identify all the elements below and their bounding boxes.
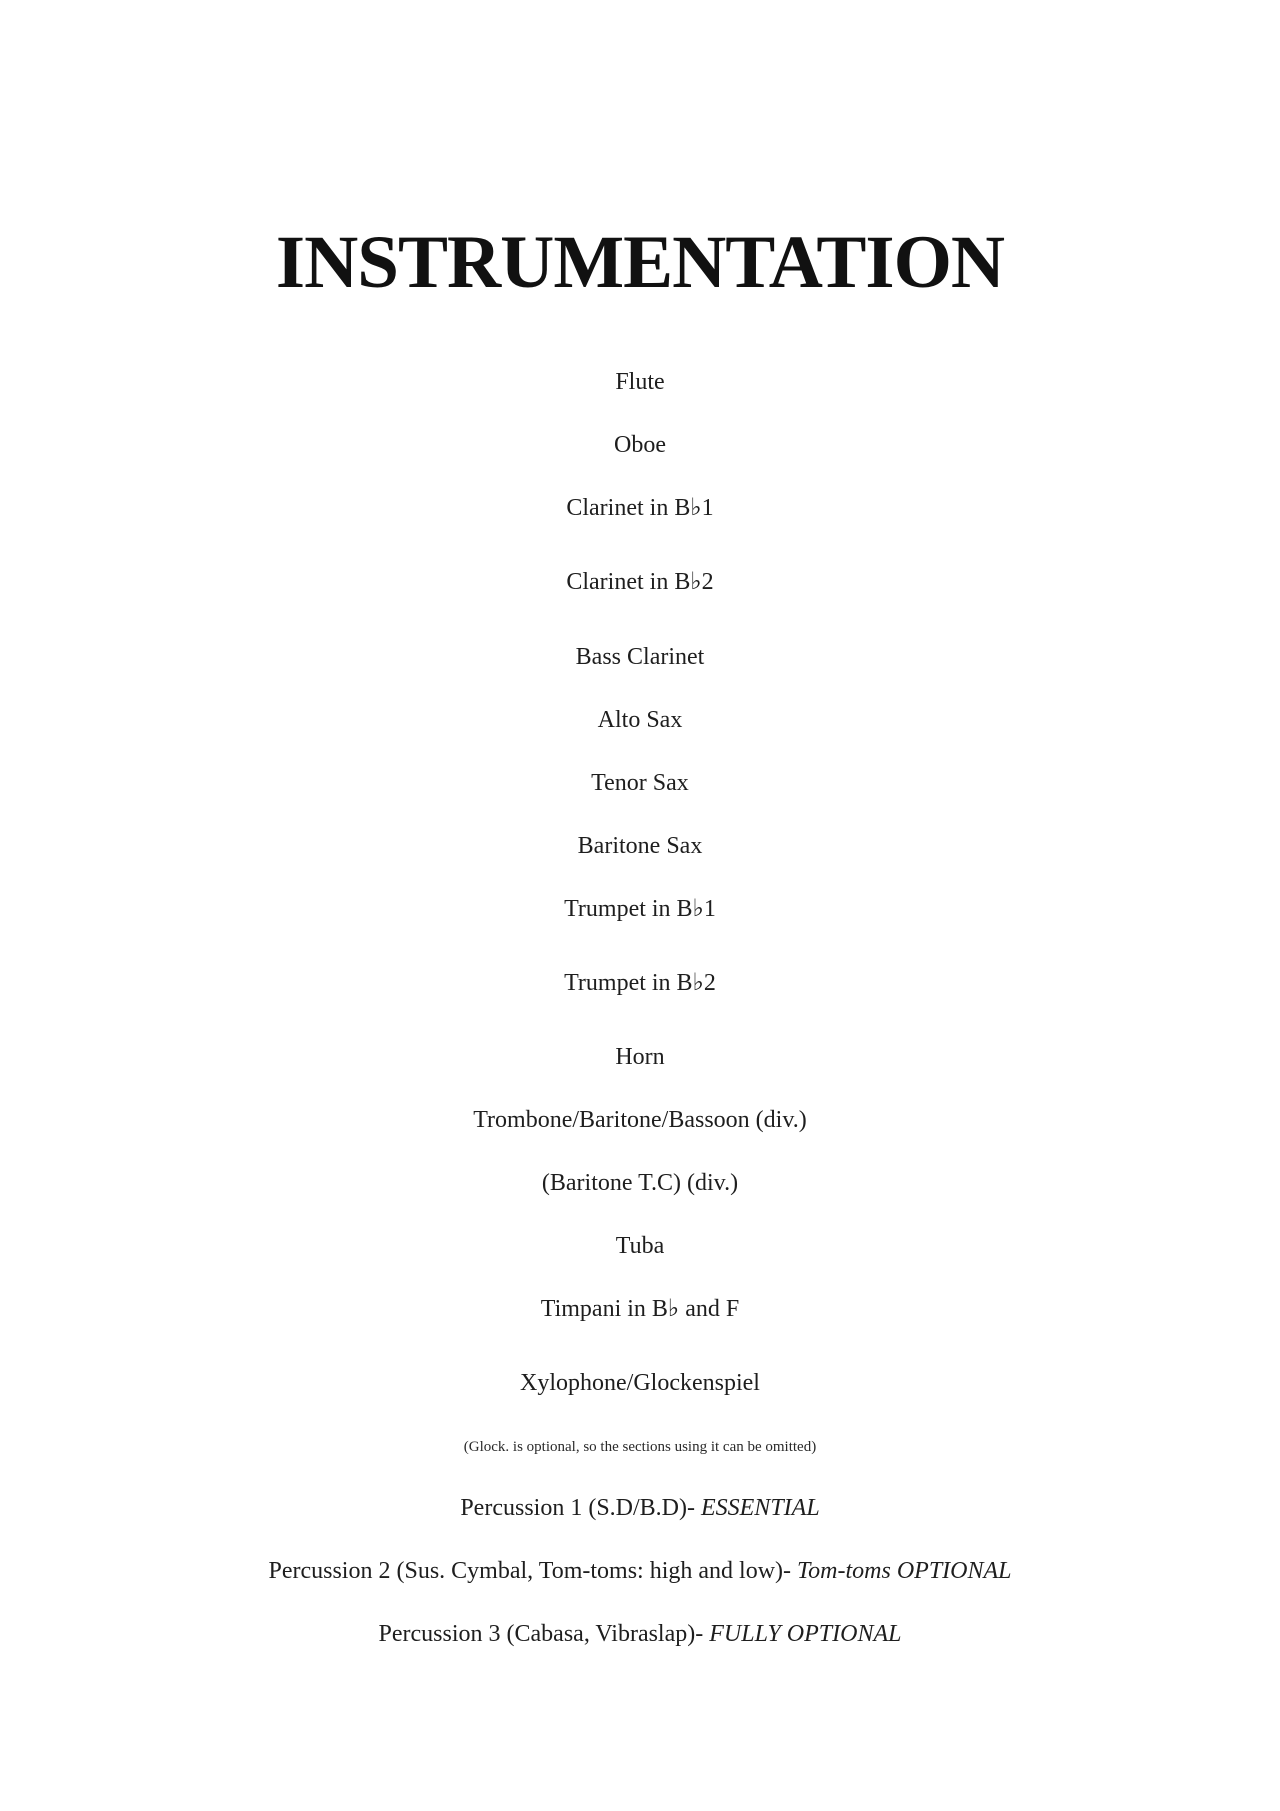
page-title: INSTRUMENTATION <box>275 221 1005 304</box>
instrument-baritone-sax: Baritone Sax <box>577 833 703 859</box>
percussion-2-label: Percussion 2 (Sus. Cymbal, Tom-toms: high and low)- <box>268 1558 798 1584</box>
instrument-clarinet-1: Clarinet in B♭1 <box>566 495 714 521</box>
percussion-2-remark: Tom-toms OPTIONAL <box>797 1558 1012 1584</box>
instrument-clarinet-2: Clarinet in B♭2 <box>566 569 714 595</box>
percussion-1-remark: ESSENTIAL <box>700 1495 820 1521</box>
instrument-baritone-tc: (Baritone T.C) (div.) <box>541 1170 739 1196</box>
percussion-3 <box>0 1622 1280 1646</box>
percussion-1 <box>0 1496 1280 1520</box>
percussion-3-remark: FULLY OPTIONAL <box>709 1621 902 1647</box>
percussion-3-label: Percussion 3 (Cabasa, Vibraslap)- <box>378 1621 710 1647</box>
instrument-tuba: Tuba <box>615 1233 665 1259</box>
percussion-2 <box>0 1559 1280 1583</box>
instrument-xylophone-glockenspiel: Xylophone/Glockenspiel <box>520 1370 760 1396</box>
instrument-trombone: Trombone/Baritone/Bassoon (div.) <box>473 1107 807 1133</box>
instrument-flute: Flute <box>615 369 665 395</box>
instrument-bass-clarinet: Bass Clarinet <box>575 644 705 670</box>
instrument-timpani: Timpani in B♭ and F <box>540 1296 740 1322</box>
instrument-tenor-sax: Tenor Sax <box>591 770 689 796</box>
percussion-1-label: Percussion 1 (S.D/B.D)- <box>460 1495 701 1521</box>
instrument-trumpet-1: Trumpet in B♭1 <box>564 896 716 922</box>
instrument-trumpet-2: Trumpet in B♭2 <box>564 970 716 996</box>
instrument-horn: Horn <box>615 1044 665 1070</box>
instrument-alto-sax: Alto Sax <box>597 707 683 733</box>
glock-note: (Glock. is optional, so the sections using it can be omitted) <box>463 1439 817 1455</box>
instrument-oboe: Oboe <box>614 432 666 458</box>
